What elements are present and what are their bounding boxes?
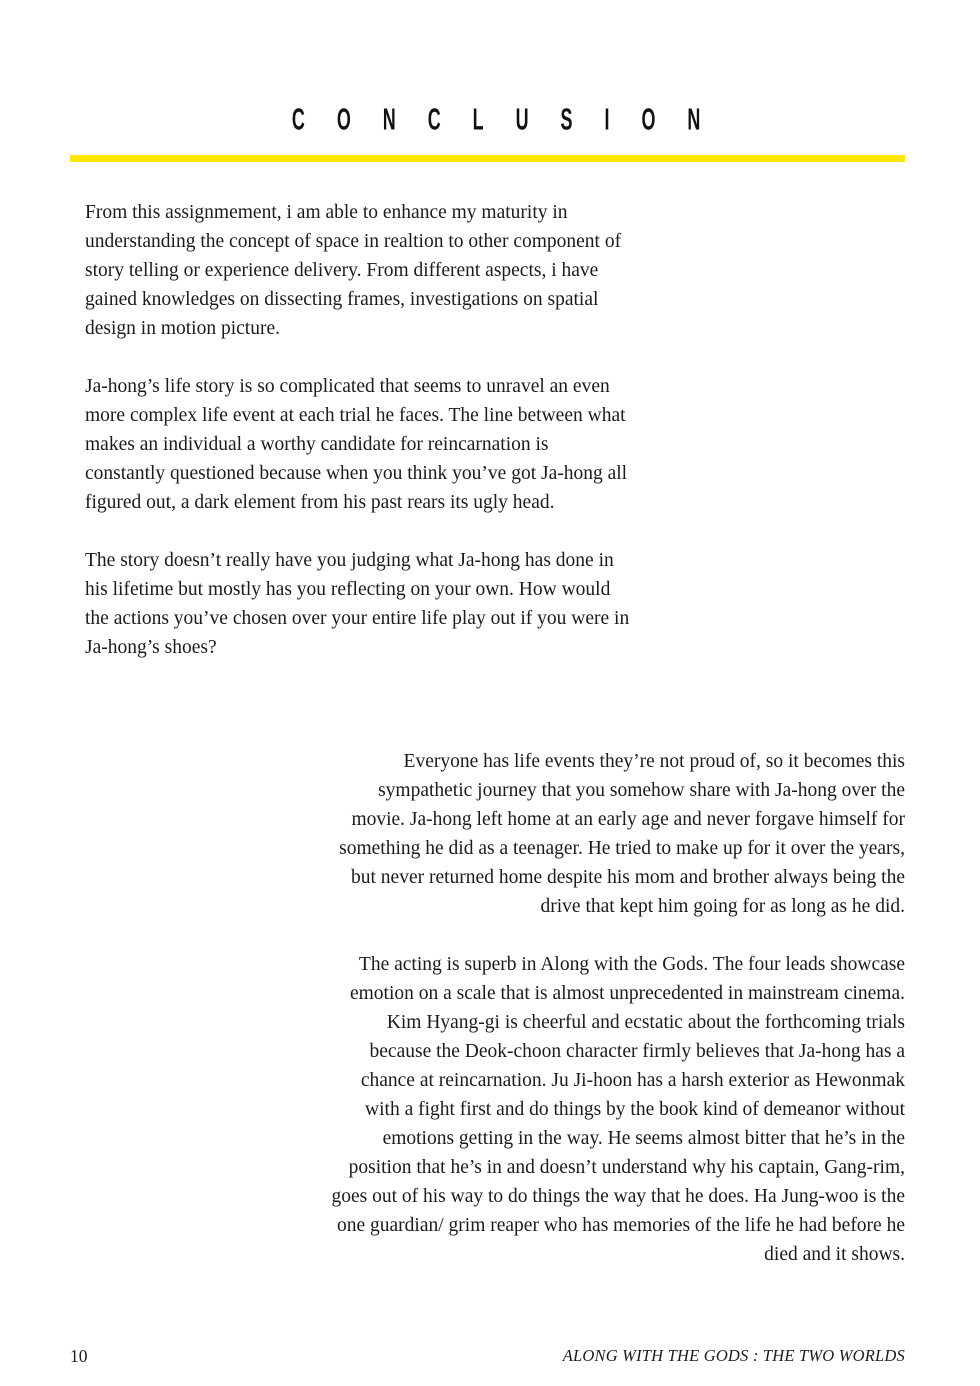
- page-number: 10: [70, 1346, 88, 1366]
- page-title: CONCLUSION: [292, 102, 733, 137]
- paragraph: Ja-hong’s life story is so complicated that seems to unravel an even more complex life event at each trial he faces. The line between what makes an individual a worthy candidate for reincarnation is constantly questioned because when you think you’ve got Ja-hong all figured out, a dark element from his past rears its ugly head.: [85, 376, 628, 513]
- paragraph: The acting is superb in Along with the Gods. The four leads showcase emotion on a scale that is almost unprecedented in mainstream cinema. Kim Hyang-gi is cheerful and ecstatic about the forthcoming trials because the Deok-choon character firmly believes that Ja-hong has a chance at reincarnation. Ju Ji-hoon has a harsh exterior as Hewonmak with a fight first and do things by the book kind of demeanor without emotions getting in the way. He seems almost bitter that he’s in the position that he’s in and doesn’t understand why his captain, Gang-rim, goes out of his way to do things the way that he does. Ha Jung-woo is the one guardian/ grim reaper who has memories of the life he had before he died and it shows.: [331, 954, 905, 1265]
- left-text-column: [85, 198, 630, 691]
- footer-book-title: ALONG WITH THE GODS : THE TWO WORLDS: [562, 1346, 905, 1365]
- right-text-column: [330, 747, 905, 1298]
- accent-rule: [70, 155, 905, 162]
- paragraph: Everyone has life events they’re not proud of, so it becomes this sympathetic journey that you somehow share with Ja-hong over the movie. Ja-hong left home at an early age and never forgave himself for something he did as a teenager. He tried to make up for it over the years, but never returned home despite his mom and brother always being the drive that kept him going for as long as he did.: [339, 751, 905, 917]
- page-heading-row: [70, 104, 905, 136]
- paragraph: The story doesn’t really have you judging what Ja-hong has done in his lifetime but mostly has you reflecting on your own. How would the actions you’ve chosen over your entire life play out if you were in Ja-hong’s shoes?: [85, 550, 630, 658]
- paragraph: From this assignmement, i am able to enhance my maturity in understanding the concept of space in realtion to other component of story telling or experience delivery. From different aspects, i have gained knowledges on dissecting frames, investigations on spatial design in motion picture.: [85, 202, 622, 339]
